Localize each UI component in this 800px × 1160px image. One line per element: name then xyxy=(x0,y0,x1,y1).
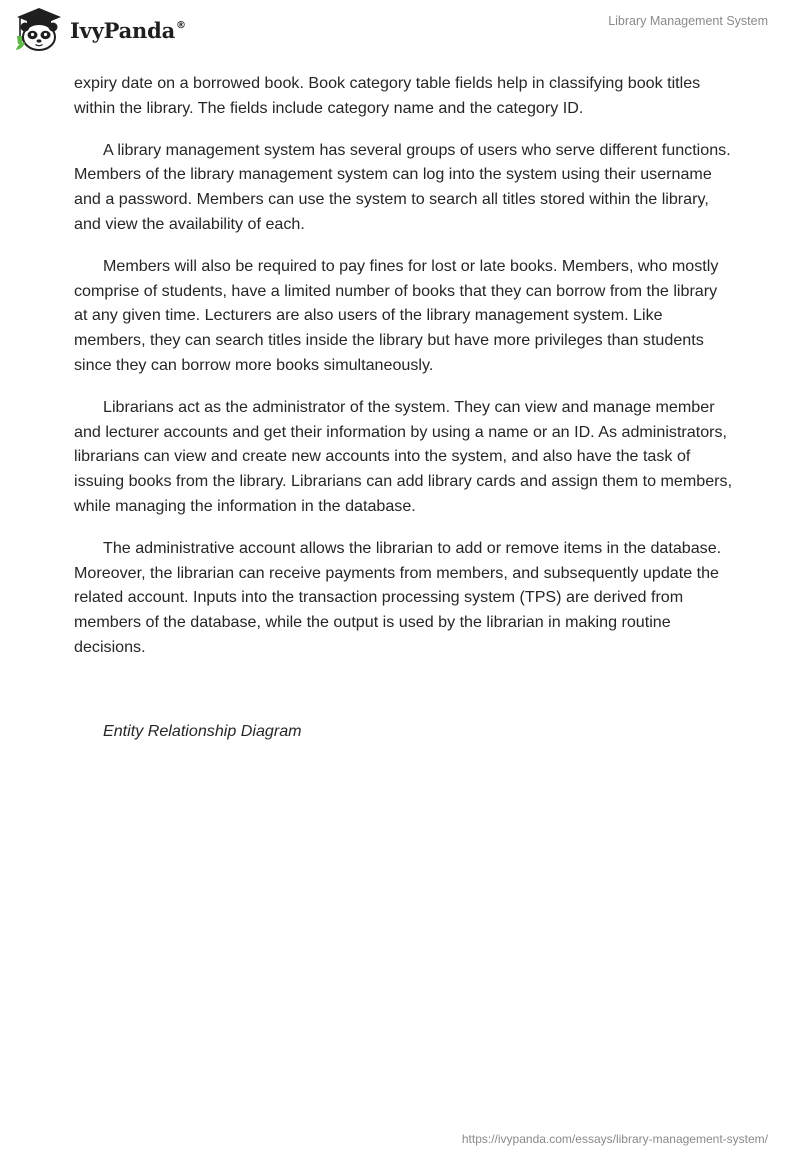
essay-body xyxy=(74,71,734,677)
paragraph: Members will also be required to pay fines for lost or late books. Members, who mostly comprise of students, have a limited number of books that they can borrow from the library at any given time. Lecturers are also users of the library management system. Like members, they can search titles inside the library but have more privileges than students since they can borrow more books simultaneously. xyxy=(74,256,719,374)
paragraph-continued: expiry date on a borrowed book. Book category table fields help in classifying book titles within the library. The fields include category name and the category ID. xyxy=(74,74,701,117)
paragraph: Librarians act as the administrator of the system. They can view and manage member and lecturer accounts and get their information by using a name or an ID. As administrators, librarians can view and create new accounts into the system, and also have the task of issuing books from the library. Librarians can add library cards and assign them to members, while managing the information in the database. xyxy=(74,397,733,515)
brand-logo[interactable] xyxy=(14,6,186,52)
figure-caption: Entity Relationship Diagram xyxy=(103,722,302,740)
source-url[interactable]: https://ivypanda.com/essays/library-management-system/ xyxy=(461,1132,768,1146)
brand-name: IvyPanda® xyxy=(70,17,186,43)
running-title: Library Management System xyxy=(608,14,768,28)
registered-mark: ® xyxy=(176,19,186,31)
page-header xyxy=(0,0,800,60)
paragraph: A library management system has several groups of users who serve different functions. Members of the library management system can log into the system using their username and a password. Members can use the system to search all titles stored within the library, and view the availability of each. xyxy=(74,140,731,233)
panda-graduation-cap-icon xyxy=(14,6,64,52)
paragraph: The administrative account allows the librarian to add or remove items in the database. Moreover, the librarian can receive payments from members, and subsequently update the related account. Inputs into the transaction processing system (TPS) are derived from members of the database, while the output is used by the librarian in making routine decisions. xyxy=(74,538,722,656)
